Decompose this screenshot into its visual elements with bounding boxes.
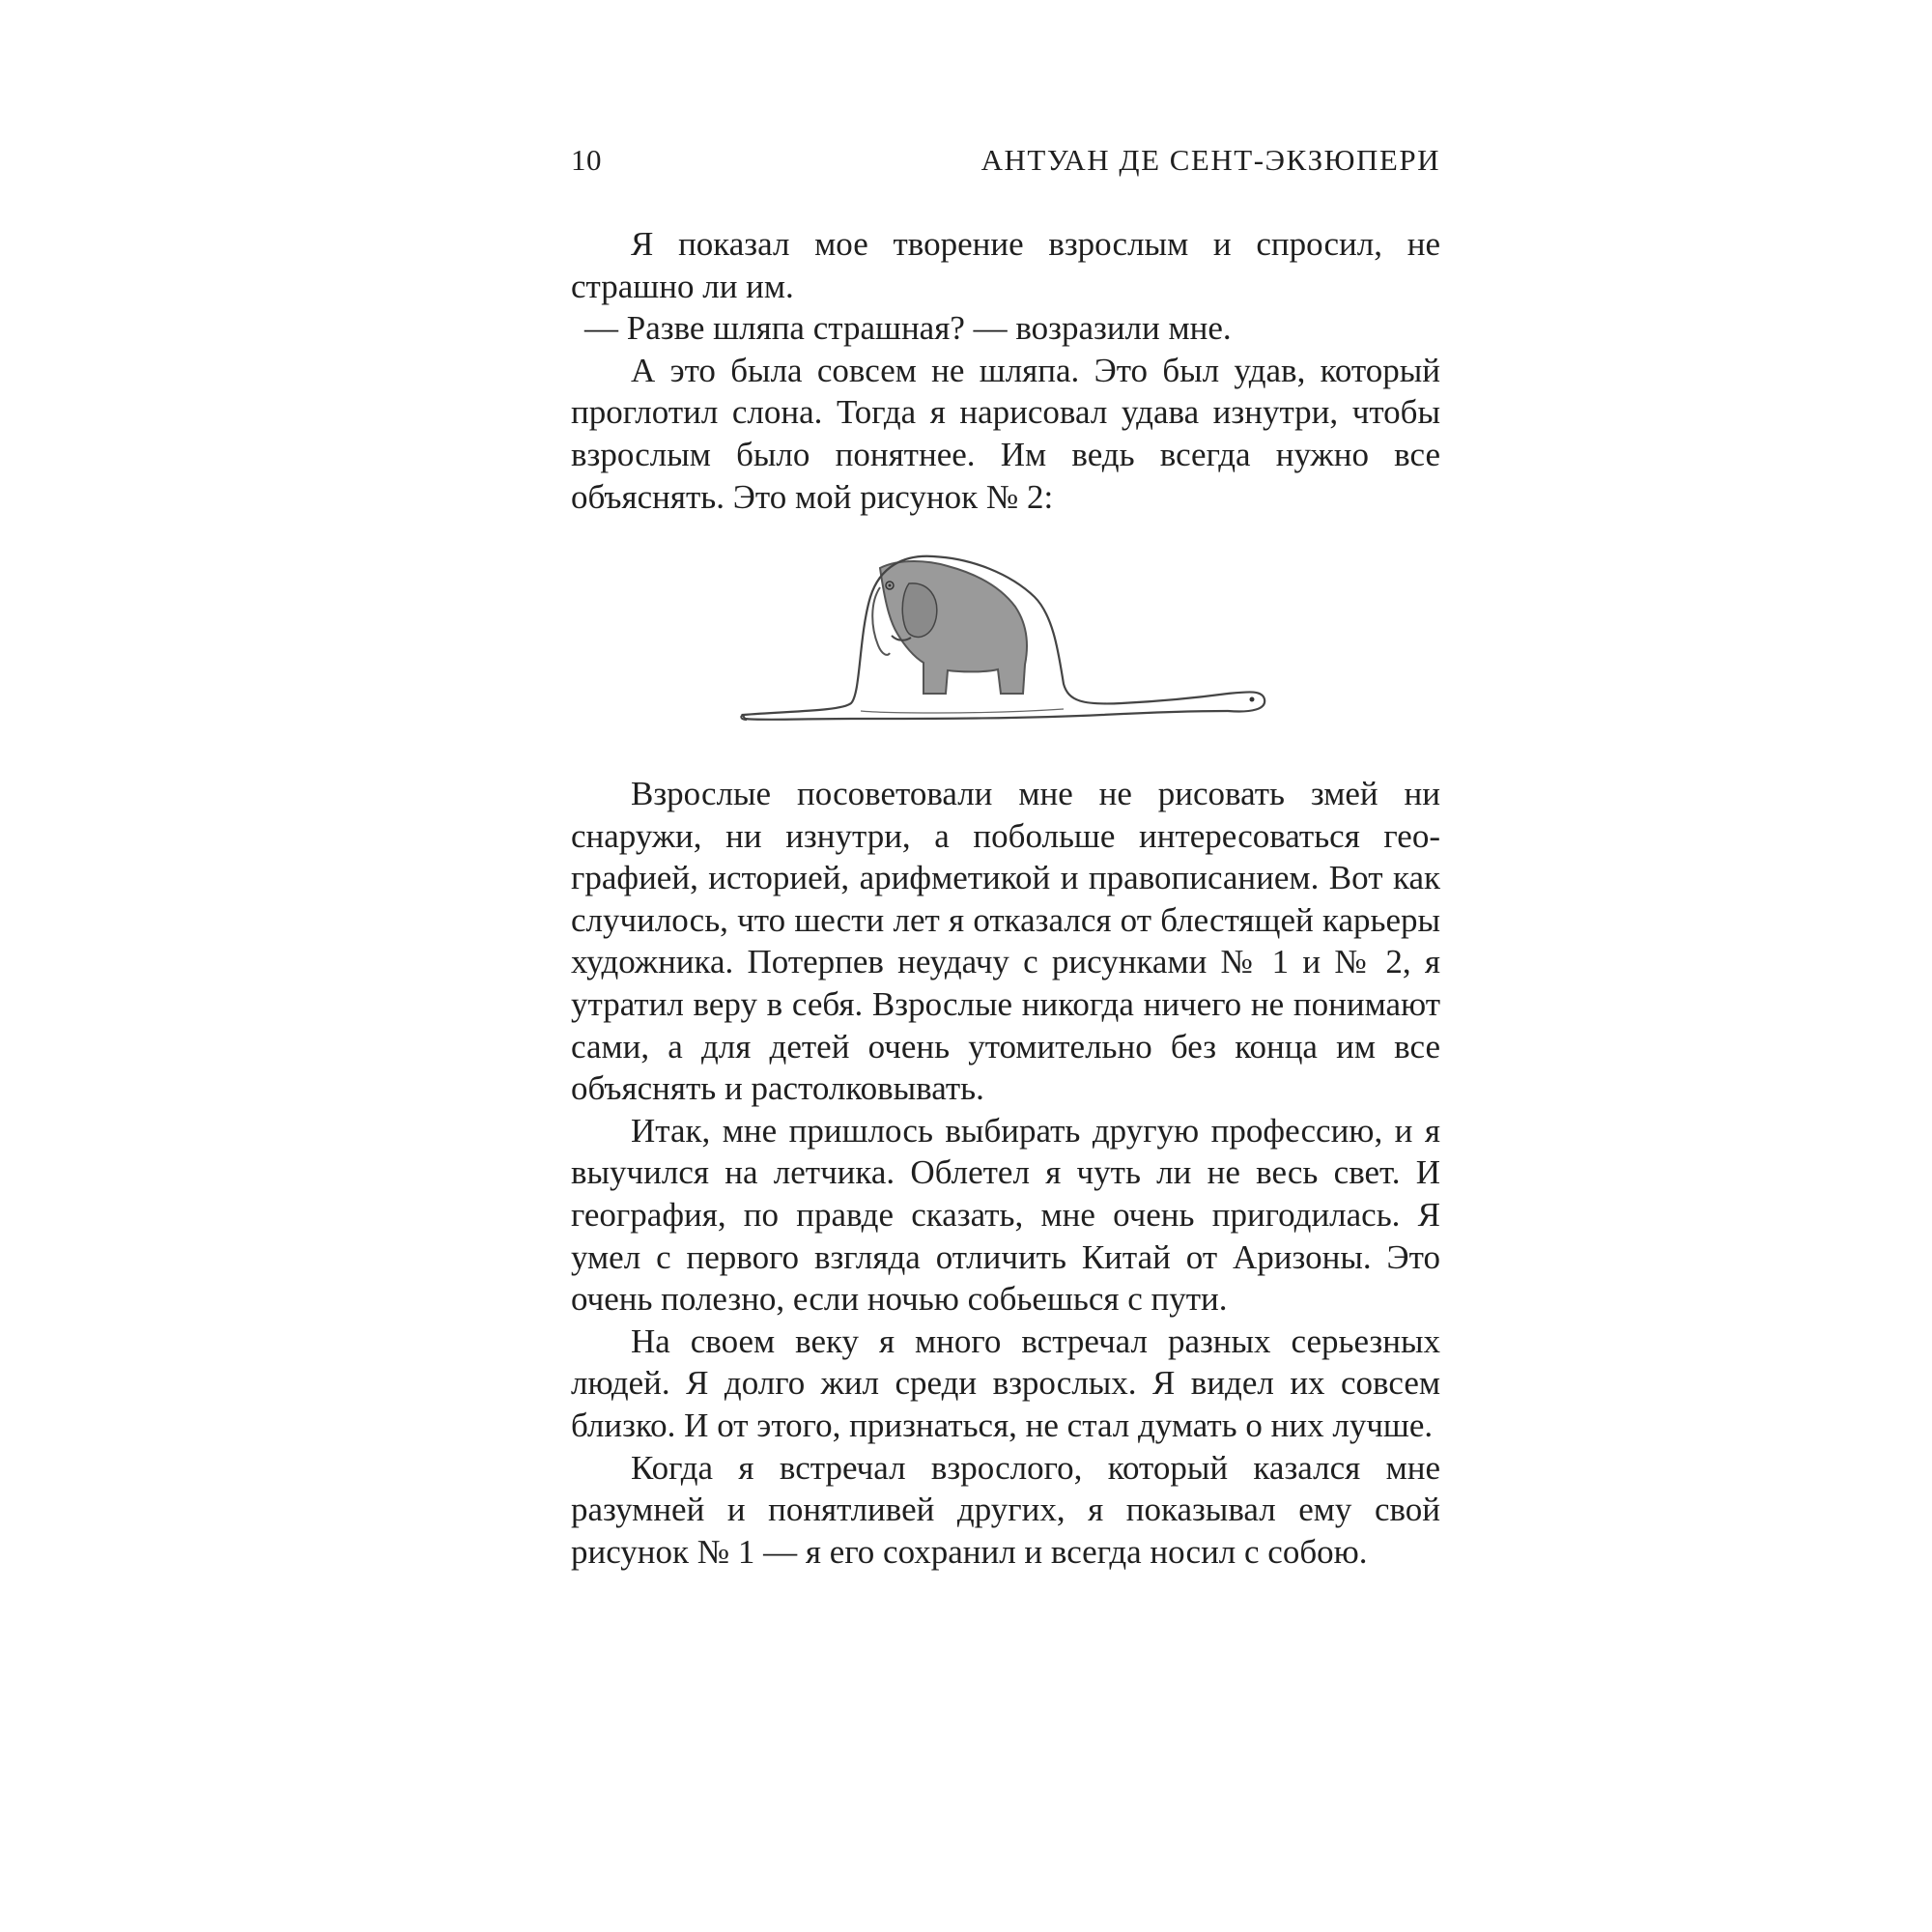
paragraph: А это была совсем не шляпа. Это был удав, который проглотил слона. Тогда я нарисовал удава изнутри, чтобы взрослым было понятнее. Им ведь всегда нужно все объяснять. Это мой рисунок № 2: [571,351,1440,516]
boa-elephant-icon [735,549,1286,723]
page-number: 10 [571,143,602,177]
paragraph: На своем веку я много встречал разных серьезных людей. Я долго жил среди взрослых. Я видел их совсем близко. И от этого, признаться, не стал думать о них лучше. [571,1321,1440,1444]
paragraph: Я показал мое творение взрослым и спросил, не страшно ли им. [571,225,1440,305]
running-head [571,141,1440,180]
text-block-lower [571,773,1440,1573]
paragraph: Взрослые посоветовали мне не рисовать змей ни снаружи, ни изнутри, а побольше интересоваться географией, историей, арифметикой и правописанием. Вот как случилось, что шести лет я отказался от блестящей карьеры художника. Потерпев неудачу с рисунками № 1 и № 2, я утратил веру в себя. Взрослые никогда ничего не понимают сами, а для детей очень утомительно без конца им все объяснять и растолковывать. [571,775,1440,1108]
boa-elephant-illustration [735,549,1286,723]
text-block-upper [571,223,1440,518]
book-author-header: АНТУАН ДЕ СЕНТ-ЭКЗЮПЕРИ [980,143,1440,177]
dialog-paragraph: — Разве шляпа страшная? — возразили мне. [584,309,1232,348]
paragraph: Когда я встречал взрослого, который казался мне разумней и понятливей других, я показывал ему свой рисунок № 1 — я его сохранил и всегда носил с собою. [571,1448,1440,1571]
book-page [571,0,1440,1932]
paragraph: Итак, мне пришлось выбирать другую профессию, и я выучился на летчика. Облетел я чуть ли не весь свет. И география, по правде сказать, мне очень пригодилась. Я умел с первого взгляда отличить Китай от Аризоны. Это очень полезно, если ночью собьешься с пути. [571,1111,1440,1319]
